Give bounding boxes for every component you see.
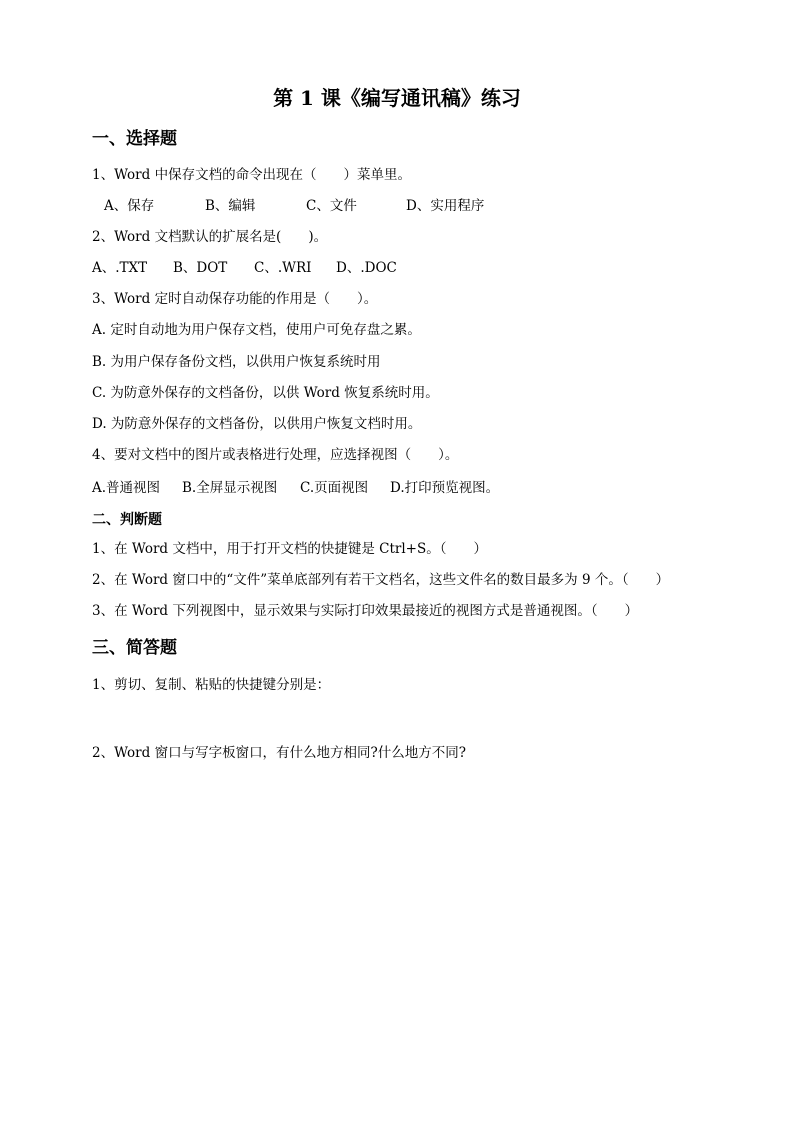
question-4-options <box>92 478 499 498</box>
question-3: 3、Word 定时自动保存功能的作用是（ ）。 <box>92 291 378 307</box>
option-c: C、.WRI <box>254 260 312 276</box>
option-a: A、保存 <box>104 198 155 214</box>
section-heading-judge: 二、判断题 <box>92 512 162 528</box>
judge-item-3: 3、在 Word 下列视图中，显示效果与实际打印效果最接近的视图方式是普通视图。（ ） <box>92 603 639 619</box>
option-c: C、文件 <box>306 198 357 214</box>
option-b: B、编辑 <box>205 198 256 214</box>
option-c: C.页面视图 <box>300 480 369 496</box>
question-1: 1、Word 中保存文档的命令出现在（ ）菜单里。 <box>92 167 412 183</box>
question-3-option-a: A. 定时自动地为用户保存文档，使用户可免存盘之累。 <box>92 322 421 338</box>
option-a: A、.TXT <box>92 260 148 276</box>
question-3-option-b: B. 为用户保存备份文档，以供用户恢复系统时用 <box>92 354 381 370</box>
section-heading-short-answer: 三、简答题 <box>92 638 177 658</box>
question-2: 2、Word 文档默认的扩展名是( )。 <box>92 229 328 245</box>
question-3-option-d: D. 为防意外保存的文档备份，以供用户恢复文档时用。 <box>92 416 422 432</box>
page-title: 第 1 课《编写通讯稿》练习 <box>273 86 521 110</box>
option-d: D.打印预览视图。 <box>390 480 500 496</box>
option-a: A.普通视图 <box>92 480 161 496</box>
section-heading-choice: 一、选择题 <box>92 129 177 149</box>
question-3-option-c: C. 为防意外保存的文档备份，以供 Word 恢复系统时用。 <box>92 385 439 401</box>
question-1-options <box>104 196 484 216</box>
judge-item-1: 1、在 Word 文档中，用于打开文档的快捷键是 Ctrl+S。（ ） <box>92 541 487 557</box>
short-answer-1: 1、剪切、复制、粘贴的快捷键分别是： <box>92 677 331 693</box>
option-b: B、DOT <box>173 260 228 276</box>
short-answer-2: 2、Word 窗口与写字板窗口，有什么地方相同?什么地方不同? <box>92 745 467 761</box>
option-d: D、.DOC <box>336 260 397 276</box>
question-2-options <box>92 258 397 278</box>
option-b: B.全屏显示视图 <box>182 480 278 496</box>
judge-item-2: 2、在 Word 窗口中的“文件”菜单底部列有若干文档名，这些文件名的数目最多为 9 个。（ ） <box>92 572 670 588</box>
option-d: D、实用程序 <box>406 198 485 214</box>
question-4: 4、要对文档中的图片或表格进行处理，应选择视图（ ）。 <box>92 447 459 463</box>
